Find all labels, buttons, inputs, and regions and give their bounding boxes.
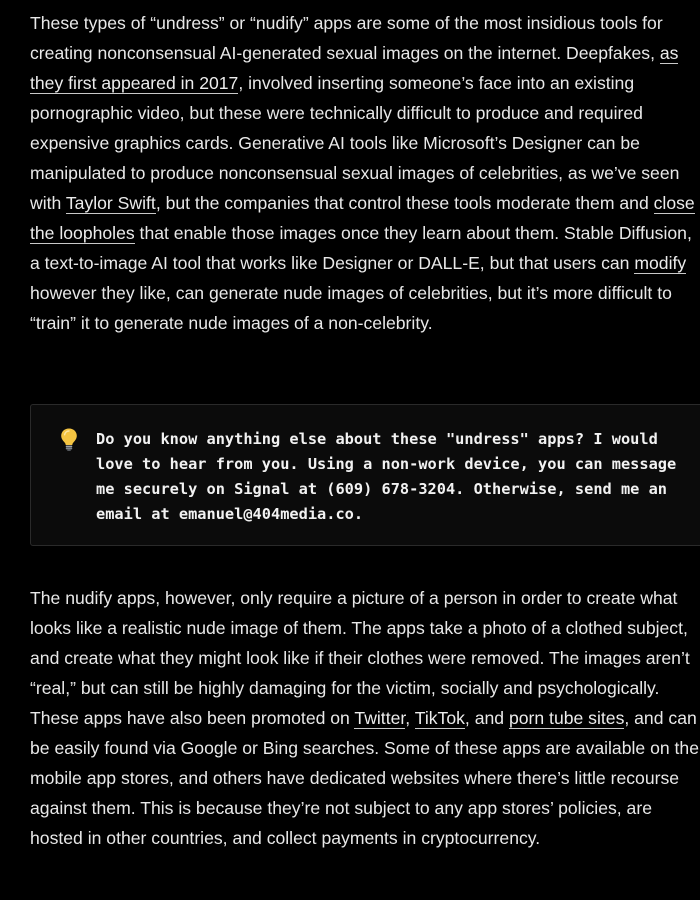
link-porn-tube-sites[interactable]: porn tube sites — [508, 708, 625, 728]
paragraph-text: , but the companies that control these tools moderate them and — [155, 193, 654, 213]
article-paragraph — [30, 583, 700, 853]
paragraph-text: , and can be easily found via Google or Bing searches. Some of these apps are available on the mobile app stores, and others have dedicated websites where there’s little recourse against them. This is because they’re not subject to any app stores’ policies, are hosted in other countries, and collect payments in cryptocurrency. — [30, 708, 699, 848]
link-tiktok[interactable]: TikTok — [414, 708, 465, 728]
paragraph-text: , involved inserting someone’s face into an existing pornographic video, but these were technically difficult to produce and required expensive graphics cards. Generative AI tools like Microsoft’s Designer can be manipulated to produce nonconsensual sexual images of celebrities, as we’ve seen with — [30, 73, 680, 213]
tip-callout — [30, 404, 700, 546]
paragraph-text: however they like, can generate nude images of celebrities, but it’s more difficult to “train” it to generate nude images of a non-celebrity. — [30, 283, 672, 333]
lightbulb-icon — [59, 427, 79, 451]
link-modify[interactable]: modify — [634, 253, 687, 273]
paragraph-text: , — [405, 708, 415, 728]
paragraph-text: , and — [464, 708, 509, 728]
link-twitter[interactable]: Twitter — [354, 708, 406, 728]
paragraph-text: that enable those images once they learn about them. Stable Diffusion, a text-to-image AI tool that works like Designer or DALL-E, but that users can — [30, 223, 692, 273]
link-deepfakes-2017[interactable]: as they first appeared in 2017 — [30, 43, 679, 93]
link-close-the-loopholes[interactable]: close the loopholes — [30, 193, 695, 243]
link-taylor-swift[interactable]: Taylor Swift — [65, 193, 156, 213]
paragraph-text: These types of “undress” or “nudify” apps are some of the most insidious tools for creating nonconsensual AI-generated sexual images on the internet. Deepfakes, — [30, 13, 663, 63]
paragraph-text: The nudify apps, however, only require a picture of a person in order to create what looks like a realistic nude image of them. The apps take a photo of a clothed subject, and create what they might look like if their clothes were removed. The images aren’t “real,” but can still be highly damaging for the victim, socially and psychologically. These apps have also been promoted on — [30, 588, 690, 728]
callout-text: Do you know anything else about these "undress" apps? I would love to hear from you. Using a non-work device, you can message me securely on Signal at (609) 678-3204. Otherwise, send me an email at emanuel@404media.co. — [96, 430, 677, 523]
article-paragraph — [30, 8, 700, 338]
